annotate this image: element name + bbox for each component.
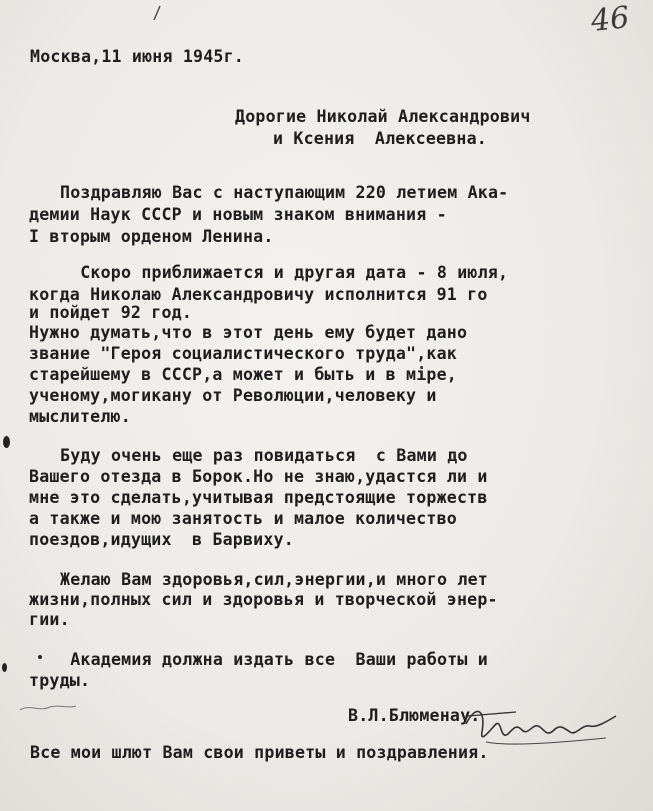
- paragraph-3-line-3: мне это сделать,учитывая предстоящие торжеств: [29, 488, 488, 507]
- paragraph-5-line-1: Академия должна издать все Ваши работы и: [60, 650, 488, 669]
- salutation-line-2: и Ксения Алексеевна.: [273, 129, 487, 148]
- paragraph-5-line-2: труды.: [29, 671, 91, 690]
- paragraph-4-line-3: гии.: [29, 610, 70, 629]
- paragraph-2-line-2: когда Николаю Александровичу исполнится 91 го: [29, 285, 488, 304]
- ink-dot-mark: [38, 655, 42, 659]
- paragraph-3-line-2: Вашего отезда в Борок.Но не знаю,удастся ли и: [29, 467, 488, 486]
- paragraph-3-line-4: а также и мою занятость и малое количество: [29, 509, 457, 528]
- paragraph-1-line-3: I вторым орденом Ленина.: [29, 227, 274, 246]
- paragraph-2-line-8: мыслителю.: [29, 407, 131, 426]
- date-line: Москва,11 июня 1945г.: [30, 47, 244, 66]
- punch-hole-mark: [2, 663, 7, 672]
- paragraph-3-line-5: поездов,идущих в Барвиху.: [29, 530, 294, 549]
- paragraph-2-line-3: и пойдет 92 год.: [29, 303, 193, 322]
- paragraph-2-line-6: старейшему в СССР,а может и быть и в міре,: [29, 365, 457, 384]
- typed-signature: В.Л.Блюменау.: [348, 706, 481, 725]
- paragraph-4-line-2: жизни,полных сил и здоровья и творческой энер-: [29, 590, 498, 609]
- pencil-scribble-mark: [18, 700, 78, 716]
- paragraph-4-line-1: Желаю Вам здоровья,сил,энергии,и много лет: [60, 570, 488, 589]
- salutation-line-1: Дорогие Николай Александрович: [235, 107, 531, 126]
- paragraph-3-line-1: Буду очень еще раз повидаться с Вами до: [60, 446, 468, 465]
- paragraph-1-line-2: демии Наук СССР и новым знаком внимания -: [29, 205, 447, 224]
- punch-hole-mark: [3, 436, 10, 448]
- closing-line: Все мои шлют Вам свои приветы и поздравления.: [30, 743, 489, 762]
- page-number: 46: [589, 0, 631, 39]
- paragraph-2-line-4: Нужно думать,что в этот день ему будет дано: [29, 323, 468, 342]
- paragraph-2-line-5: звание "Героя социалистического труда",как: [29, 344, 457, 363]
- paragraph-2-line-1: Скоро приближается и другая дата - 8 июля,: [70, 263, 509, 282]
- paragraph-1-line-1: Поздравляю Вас с наступающим 220 летием Ака-: [60, 183, 509, 202]
- paragraph-2-line-7: ученому,могикану от Революции,человеку и: [29, 386, 437, 405]
- pen-stroke-mark: [150, 5, 164, 21]
